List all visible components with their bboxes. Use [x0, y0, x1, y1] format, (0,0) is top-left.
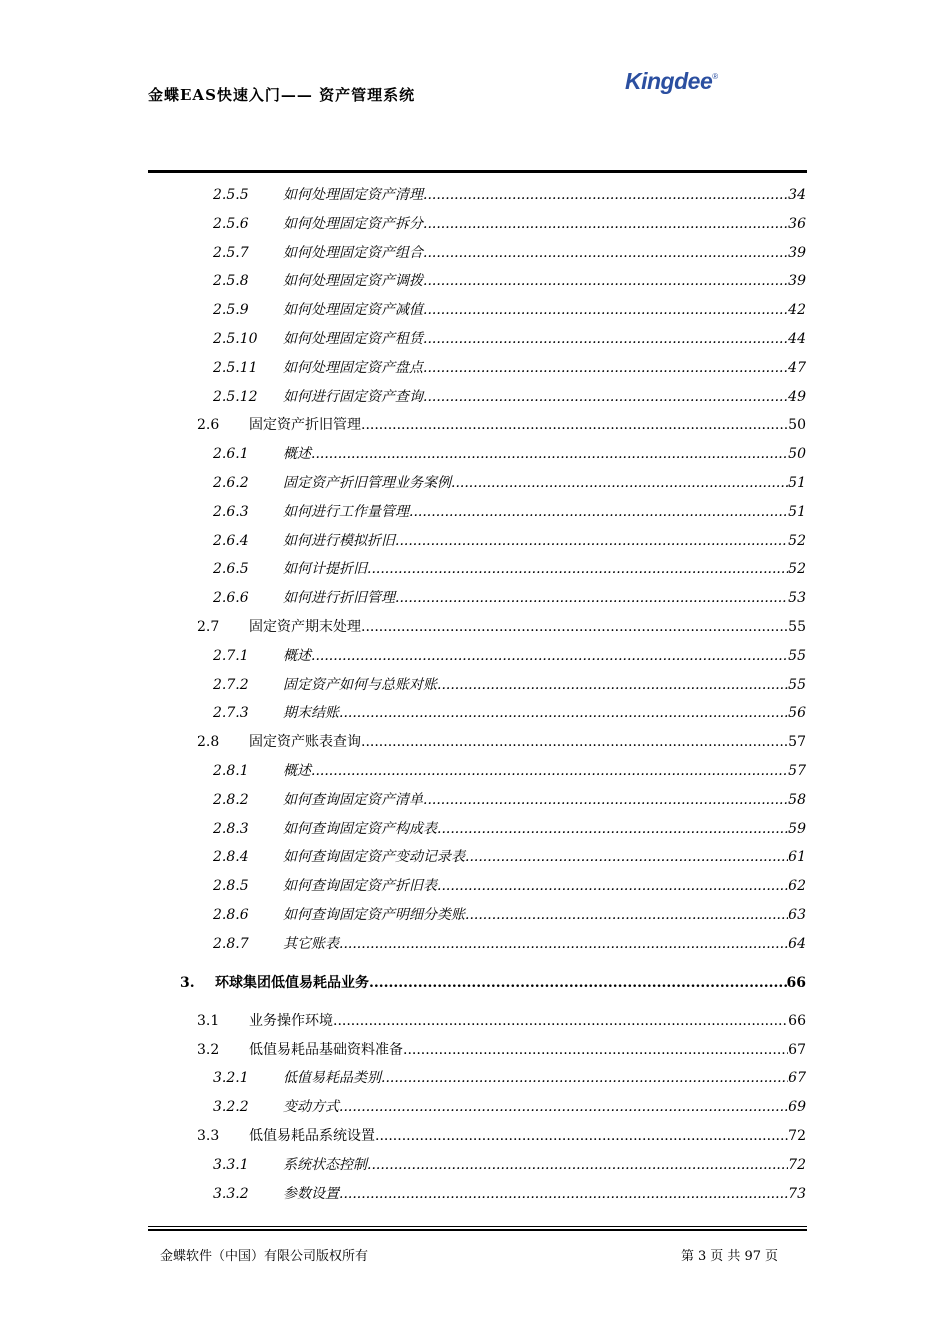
toc-entry-title: 如何处理固定资产调拨 [283, 273, 423, 290]
toc-entry[interactable] [0, 1067, 950, 1089]
toc-entry-page: 50 [788, 446, 806, 463]
toc-entry[interactable] [0, 645, 950, 667]
toc-entry-title: 概述 [283, 647, 311, 664]
toc-dot-leader [367, 558, 788, 580]
toc-entry-title: 如何查询固定资产折旧表 [283, 878, 437, 895]
toc-entry-number: 2.8.6 [213, 907, 249, 923]
toc-entry-title: 如何处理固定资产租赁 [283, 331, 423, 347]
toc-dot-leader [339, 933, 788, 955]
toc-entry-title: 如何进行工作量管理 [283, 503, 409, 520]
toc-entry-number: 2.7.3 [213, 705, 249, 722]
toc-entry-line [283, 357, 806, 379]
toc-dot-leader [311, 760, 788, 782]
total-pages: 97 [744, 1249, 761, 1264]
toc-entry-number: 3.3.2 [213, 1185, 249, 1202]
toc-dot-leader [423, 789, 788, 811]
toc-entry-page: 34 [788, 187, 806, 203]
toc-entry[interactable] [0, 731, 950, 753]
toc-entry[interactable] [0, 1010, 950, 1032]
toc-entry-page: 72 [788, 1156, 806, 1173]
toc-entry[interactable] [0, 760, 950, 782]
toc-entry[interactable] [0, 328, 950, 350]
toc-dot-leader [423, 299, 788, 321]
toc-entry-line [283, 674, 806, 696]
toc-entry-page: 44 [788, 331, 806, 347]
toc-entry[interactable] [0, 1125, 950, 1147]
toc-entry-number: 2.6.4 [213, 532, 249, 549]
toc-dot-leader [361, 414, 788, 436]
toc-entry-number: 3.1 [197, 1012, 220, 1029]
toc-entry-title: 固定资产期末处理 [249, 619, 361, 635]
toc-dot-leader [367, 1154, 788, 1176]
current-page: 3 [698, 1249, 707, 1264]
toc-entry[interactable] [0, 530, 950, 552]
toc-entry[interactable] [0, 702, 950, 724]
toc-entry-title: 如何处理固定资产拆分 [283, 215, 423, 232]
toc-entry-line [283, 270, 806, 292]
toc-entry-number: 2.7 [197, 619, 220, 635]
toc-entry-page: 58 [788, 791, 806, 808]
toc-entry-page: 52 [788, 532, 806, 549]
toc-entry-page: 62 [788, 878, 806, 895]
toc-entry-number: 2.5.5 [213, 187, 249, 203]
toc-entry-title: 固定资产账表查询 [249, 734, 361, 751]
toc-dot-leader [465, 904, 788, 926]
toc-entry-line [283, 933, 806, 955]
toc-entry[interactable] [0, 472, 950, 494]
toc-entry-page: 61 [788, 849, 806, 866]
toc-entry-number: 2.7.1 [213, 647, 249, 664]
toc-entry[interactable] [0, 1039, 950, 1061]
toc-entry-title: 固定资产如何与总账对账 [283, 676, 437, 693]
toc-dot-leader [361, 731, 788, 753]
toc-entry-number: 3.2 [197, 1041, 220, 1058]
toc-entry-title: 如何处理固定资产盘点 [283, 359, 423, 376]
toc-entry-page: 51 [788, 475, 806, 491]
toc-entry-line [283, 702, 806, 724]
toc-entry[interactable] [0, 1096, 950, 1118]
toc-dot-leader [395, 530, 788, 552]
toc-entry-line [283, 299, 806, 321]
toc-entry-title: 低值易耗品系统设置 [249, 1128, 375, 1144]
toc-entry[interactable] [0, 414, 950, 436]
toc-entry-number: 2.8.5 [213, 878, 249, 895]
toc-entry-line [283, 587, 806, 609]
toc-dot-leader [423, 357, 788, 379]
logo-text: Kingdee [625, 68, 713, 94]
toc-entry-line [283, 846, 806, 868]
toc-entry-number: 2.8.7 [213, 935, 249, 952]
toc-entry[interactable] [0, 875, 950, 897]
toc-entry-number: 2.5.12 [213, 388, 258, 405]
footer-divider-thick [148, 1229, 807, 1231]
toc-entry-title: 如何进行折旧管理 [283, 590, 395, 607]
toc-entry-title: 如何处理固定资产组合 [283, 244, 423, 261]
toc-dot-leader [311, 443, 788, 465]
toc-dot-leader [465, 846, 788, 868]
toc-entry[interactable] [0, 789, 950, 811]
toc-entry-page: 56 [788, 705, 806, 722]
toc-entry-title: 如何查询固定资产明细分类账 [283, 907, 465, 923]
toc-entry-title: 低值易耗品基础资料准备 [249, 1041, 403, 1058]
toc-entry-number: 2.5.9 [213, 302, 249, 319]
toc-dot-leader [339, 1096, 788, 1118]
toc-entry-line [249, 1125, 806, 1147]
toc-entry-title: 如何查询固定资产构成表 [283, 820, 437, 837]
toc-entry-page: 36 [788, 215, 806, 232]
toc-entry-line [283, 1096, 806, 1118]
toc-entry-title: 低值易耗品类别 [283, 1070, 381, 1087]
toc-entry-title: 环球集团低值易耗品业务 [215, 974, 369, 991]
toc-entry-number: 3.2.2 [213, 1099, 249, 1116]
toc-entry-title: 如何进行模拟折旧 [283, 532, 395, 549]
toc-entry-number: 2.5.10 [213, 331, 258, 347]
toc-dot-leader [381, 1067, 788, 1089]
toc-entry-line [283, 501, 806, 523]
toc-entry-page: 49 [788, 388, 806, 405]
toc-entry-line [283, 558, 806, 580]
toc-entry-title: 期末结账 [283, 705, 339, 722]
toc-entry-number: 2.8.2 [213, 791, 249, 808]
toc-entry-line [283, 213, 806, 235]
toc-dot-leader [339, 702, 788, 724]
toc-entry-number: 2.5.8 [213, 273, 249, 290]
toc-entry-line [283, 1067, 806, 1089]
toc-entry-title: 如何查询固定资产变动记录表 [283, 849, 465, 866]
toc-entry-page: 39 [788, 244, 806, 261]
toc-dot-leader [311, 645, 788, 667]
toc-entry-line [283, 760, 806, 782]
toc-entry-number: 2.6.6 [213, 590, 249, 607]
toc-entry-page: 63 [788, 907, 806, 923]
header-divider [148, 170, 807, 173]
toc-dot-leader [333, 1010, 788, 1032]
toc-dot-leader [423, 386, 788, 408]
toc-dot-leader [437, 818, 788, 840]
toc-entry[interactable] [0, 933, 950, 955]
toc-dot-leader [403, 1039, 788, 1061]
toc-entry-line [249, 731, 806, 753]
toc-entry-number: 2.8.1 [213, 763, 249, 779]
toc-entry-line [249, 414, 806, 436]
toc-entry-line [249, 1010, 806, 1032]
toc-entry-title: 系统状态控制 [283, 1156, 367, 1173]
toc-entry-title: 变动方式 [283, 1099, 339, 1116]
toc-entry[interactable] [0, 1154, 950, 1176]
toc-entry-line [283, 242, 806, 264]
toc-entry-number: 2.5.6 [213, 215, 249, 232]
toc-entry-page: 57 [788, 763, 806, 779]
toc-entry-number: 2.6.3 [213, 503, 249, 520]
toc-dot-leader [409, 501, 788, 523]
toc-dot-leader [361, 616, 788, 638]
toc-entry[interactable] [0, 587, 950, 609]
footer-copyright: 金蝶软件（中国）有限公司版权所有 [160, 1249, 369, 1264]
toc-entry-line [249, 1039, 806, 1061]
toc-entry-title: 固定资产折旧管理 [249, 417, 361, 434]
toc-entry-number: 3.3.1 [213, 1156, 249, 1173]
toc-entry-number: 2.6.2 [213, 475, 249, 491]
toc-entry-line [283, 645, 806, 667]
toc-entry-title: 如何查询固定资产清单 [283, 791, 423, 808]
toc-entry-line [215, 972, 806, 994]
toc-entry-number: 2.8.3 [213, 820, 249, 837]
toc-entry-line [283, 443, 806, 465]
toc-entry-line [283, 904, 806, 926]
toc-entry-page: 51 [788, 503, 806, 520]
toc-entry[interactable] [0, 972, 950, 994]
toc-entry-line [283, 328, 806, 350]
toc-entry-page: 67 [788, 1070, 806, 1087]
toc-dot-leader [451, 472, 788, 494]
toc-entry-title: 固定资产折旧管理业务案例 [283, 475, 451, 491]
toc-entry-title: 参数设置 [283, 1185, 339, 1202]
toc-entry[interactable] [0, 1183, 950, 1205]
toc-entry-page: 53 [788, 590, 806, 607]
toc-entry-line [283, 386, 806, 408]
logo-registered-mark: ® [712, 72, 718, 81]
toc-entry-line [283, 789, 806, 811]
toc-dot-leader [423, 184, 788, 206]
toc-entry-line [283, 818, 806, 840]
toc-entry-line [249, 616, 806, 638]
toc-entry-page: 50 [788, 417, 806, 434]
toc-entry-line [283, 472, 806, 494]
toc-entry-title: 如何处理固定资产清理 [283, 187, 423, 203]
toc-entry-page: 42 [788, 302, 806, 319]
toc-dot-leader [395, 587, 788, 609]
toc-dot-leader [437, 875, 788, 897]
toc-entry[interactable] [0, 443, 950, 465]
toc-entry[interactable] [0, 904, 950, 926]
toc-entry-page: 66 [786, 974, 806, 991]
toc-entry-page: 66 [788, 1012, 806, 1029]
toc-entry[interactable] [0, 818, 950, 840]
page-mid: 页 共 [710, 1249, 741, 1264]
toc-entry-title: 其它账表 [283, 935, 339, 952]
toc-entry-number: 3.3 [197, 1128, 220, 1144]
toc-dot-leader [423, 270, 788, 292]
toc-entry[interactable] [0, 674, 950, 696]
toc-entry-line [283, 184, 806, 206]
toc-entry-page: 69 [788, 1099, 806, 1116]
toc-dot-leader [375, 1125, 788, 1147]
toc-entry-number: 2.8 [197, 734, 220, 751]
toc-entry-line [283, 530, 806, 552]
toc-entry-title: 概述 [283, 763, 311, 779]
toc-entry-page: 55 [788, 676, 806, 693]
toc-entry-line [283, 1154, 806, 1176]
toc-entry-page: 72 [788, 1128, 806, 1144]
toc-entry[interactable] [0, 386, 950, 408]
toc-entry-number: 2.5.7 [213, 244, 249, 261]
page-prefix: 第 [681, 1249, 695, 1264]
toc-dot-leader [437, 674, 788, 696]
toc-entry-number: 2.7.2 [213, 676, 249, 693]
toc-entry[interactable] [0, 213, 950, 235]
toc-entry-page: 64 [788, 935, 806, 952]
toc-entry[interactable] [0, 357, 950, 379]
toc-entry-title: 如何进行固定资产查询 [283, 388, 423, 405]
toc-dot-leader [339, 1183, 788, 1205]
toc-entry-line [283, 1183, 806, 1205]
toc-entry[interactable] [0, 558, 950, 580]
toc-dot-leader [369, 972, 787, 994]
toc-entry[interactable] [0, 270, 950, 292]
toc-entry-title: 业务操作环境 [249, 1012, 333, 1029]
kingdee-logo [625, 68, 718, 95]
document-header-title: 金蝶EAS快速入门—— 资产管理系统 [148, 86, 416, 104]
toc-entry-line [283, 875, 806, 897]
toc-entry-page: 52 [788, 561, 806, 578]
toc-entry[interactable] [0, 501, 950, 523]
toc-dot-leader [423, 213, 788, 235]
toc-entry-title: 概述 [283, 446, 311, 463]
toc-entry[interactable] [0, 242, 950, 264]
toc-entry-number: 3.2.1 [213, 1070, 249, 1087]
toc-entry-number: 2.6.1 [213, 446, 249, 463]
page-suffix: 页 [764, 1249, 778, 1264]
toc-entry-page: 39 [788, 273, 806, 290]
toc-entry-number: 2.5.11 [213, 359, 258, 376]
toc-entry-page: 47 [788, 359, 806, 376]
footer-page-number [681, 1245, 782, 1264]
toc-entry-page: 59 [788, 820, 806, 837]
toc-entry[interactable] [0, 616, 950, 638]
toc-entry[interactable] [0, 846, 950, 868]
toc-entry-page: 67 [788, 1041, 806, 1058]
toc-entry-page: 73 [788, 1185, 806, 1202]
toc-entry-title: 如何计提折旧 [283, 561, 367, 578]
toc-entry-page: 57 [788, 734, 806, 751]
toc-entry[interactable] [0, 184, 950, 206]
toc-entry-page: 55 [788, 647, 806, 664]
toc-entry-number: 2.6.5 [213, 561, 249, 578]
toc-entry-number: 3. [180, 974, 195, 991]
toc-dot-leader [423, 328, 788, 350]
toc-entry[interactable] [0, 299, 950, 321]
footer-divider-thin [148, 1226, 807, 1227]
toc-entry-number: 2.8.4 [213, 849, 249, 866]
toc-entry-number: 2.6 [197, 417, 220, 434]
toc-entry-title: 如何处理固定资产减值 [283, 302, 423, 319]
toc-entry-page: 55 [788, 619, 806, 635]
toc-dot-leader [423, 242, 788, 264]
